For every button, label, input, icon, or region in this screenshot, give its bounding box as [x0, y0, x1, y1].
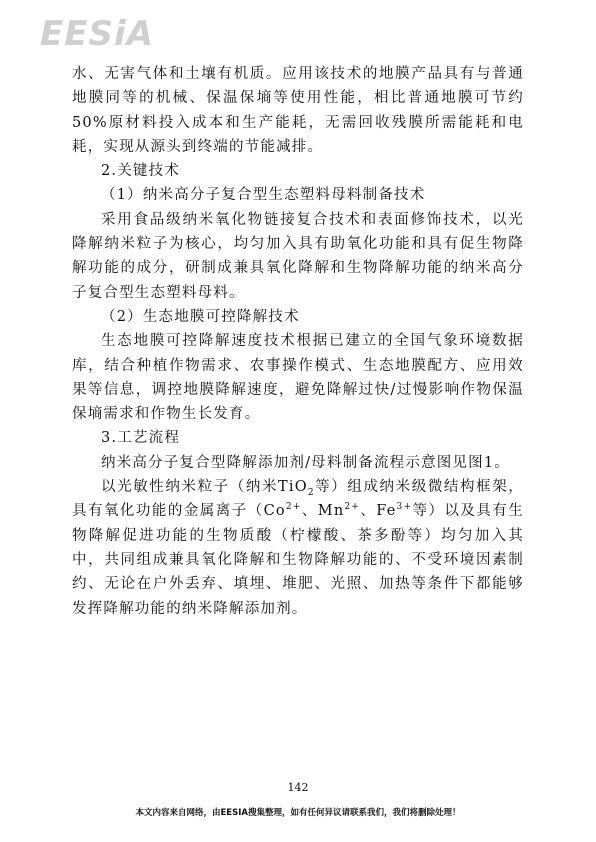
paragraph-masterbatch: 采用食品级纳米氧化物链接复合技术和表面修饰技术，以光降解纳米粒子为核心，均匀加入具有助氧化功能和具有促生物降解功能的成分，研制成兼具氧化降解和生物降解功能的纳米高分子复合型生态塑料母料。	[72, 211, 524, 301]
section-heading-key-tech: 2.关键技术	[101, 163, 181, 180]
document-body	[72, 62, 524, 621]
subsection-heading-controlled-degradation: （2）生态地膜可控降解技术	[101, 308, 300, 325]
paragraph-nano-additive: 以光敏性纳米粒子（纳米TiO$_2$等）组成纳米级微结构框架，具有氧化功能的金属离子（$Co^{2+}$、$Mn^{2+}$、$Fe^{3+}$等）以及具有生物降解促进功能的生物质酸（柠檬酸、茶多酚等）均匀加入其中，共同组成兼具氧化降解和生物降解功能的、不受环境因素制约、无论在户外丢弃、填埋、堆肥、光照、加热等条件下都能够发挥降解功能的纳米降解添加剂。	[72, 479, 525, 617]
footer-notice: 本文内容来自网络，由EESIA搜集整理，如有任何异议请联系我们，我们将删除处理！	[135, 808, 461, 818]
section-heading-process: 3.工艺流程	[101, 430, 181, 447]
page-number: 142	[287, 781, 309, 794]
paragraph-figure-reference: 纳米高分子复合型降解添加剂/母料制备流程示意图见图1。	[101, 454, 511, 471]
paragraph-intro: 水、无害气体和土壤有机质。应用该技术的地膜产品具有与普通地膜同等的机械、保温保墒等使用性能，相比普通地膜可节约50%原材料投入成本和生产能耗，无需回收残膜所需能耗和电耗，实现从源头到终端的节能减排。	[72, 66, 524, 155]
subsection-heading-masterbatch: （1）纳米高分子复合型生态塑料母料制备技术	[101, 187, 426, 204]
eesia-logo: EESiA	[40, 14, 154, 54]
paragraph-controlled-degradation: 生态地膜可控降解速度技术根据已建立的全国气象环境数据库，结合种植作物需求、农事操作模式、生态地膜配方、应用效果等信息，调控地膜降解速度，避免降解过快/过慢影响作物保温保墒需求和作物生长发育。	[72, 333, 524, 423]
